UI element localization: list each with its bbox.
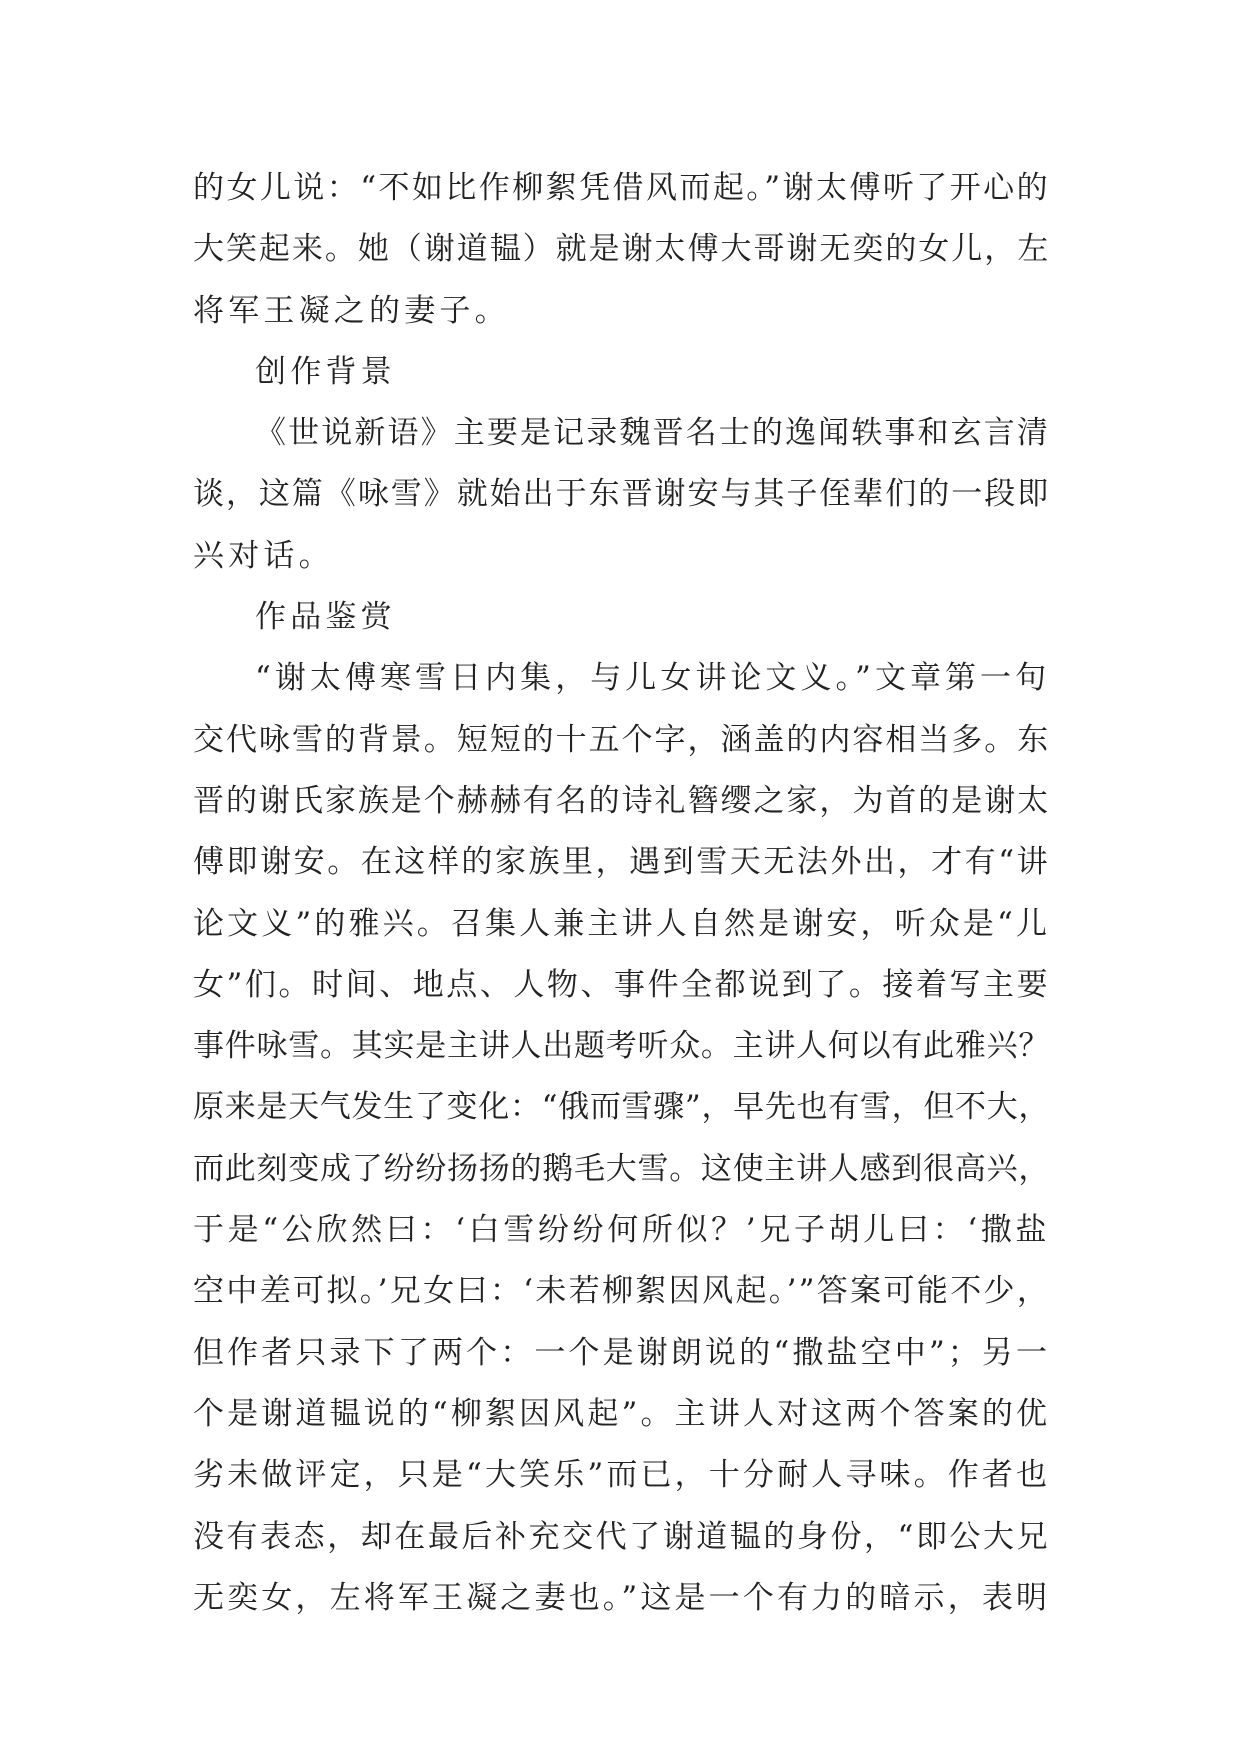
text-line: 谈，这篇《咏雪》就始出于东晋谢安与其子侄辈们的一段即 bbox=[193, 476, 1050, 513]
text-line: 于是“公欣然曰：‘白雪纷纷何所似？’兄子胡儿曰：‘撒盐 bbox=[193, 1212, 1050, 1249]
text-line: “谢太傅寒雪日内集，与儿女讲论文义。”文章第一句 bbox=[255, 660, 1050, 697]
text-line: 《世说新语》主要是记录魏晋名士的逸闻轶事和玄言清 bbox=[255, 415, 1050, 452]
text-line: 而此刻变成了纷纷扬扬的鹅毛大雪。这使主讲人感到很高兴， bbox=[193, 1150, 1050, 1187]
text-line: 交代咏雪的背景。短短的十五个字，涵盖的内容相当多。东 bbox=[193, 721, 1050, 758]
text-line: 的女儿说：“不如比作柳絮凭借风而起。”谢太傅听了开心的 bbox=[193, 170, 1050, 206]
text-line: 空中差可拟。’兄女曰：‘未若柳絮因风起。’”答案可能不少， bbox=[193, 1273, 1050, 1310]
text-line: 但作者只录下了两个：一个是谢朗说的“撒盐空中”；另一 bbox=[193, 1334, 1050, 1371]
text-line: 晋的谢氏家族是个赫赫有名的诗礼簪缨之家，为首的是谢太 bbox=[193, 782, 1050, 819]
text-line: 创作背景 bbox=[255, 353, 396, 390]
text-line: 论文义”的雅兴。召集人兼主讲人自然是谢安，听众是“儿 bbox=[193, 905, 1050, 942]
text-line: 大笑起来。她（谢道韫）就是谢太傅大哥谢无奕的女儿，左 bbox=[193, 231, 1050, 268]
text-line: 个是谢道韫说的“柳絮因风起”。主讲人对这两个答案的优 bbox=[193, 1395, 1050, 1432]
text-line: 作品鉴赏 bbox=[255, 599, 396, 636]
text-line: 兴对话。 bbox=[193, 537, 334, 574]
text-line: 劣未做评定，只是“大笑乐”而已，十分耐人寻味。作者也 bbox=[193, 1457, 1050, 1494]
text-line: 将军王凝之的妻子。 bbox=[193, 292, 510, 329]
document-body bbox=[193, 158, 1050, 1629]
text-line: 事件咏雪。其实是主讲人出题考听众。主讲人何以有此雅兴？ bbox=[193, 1028, 1050, 1065]
text-line: 傅即谢安。在这样的家族里，遇到雪天无法外出，才有“讲 bbox=[193, 844, 1050, 881]
text-line: 没有表态，却在最后补充交代了谢道韫的身份，“即公大兄 bbox=[193, 1518, 1050, 1555]
text-line: 无奕女，左将军王凝之妻也。”这是一个有力的暗示，表明 bbox=[193, 1579, 1050, 1616]
text-line: 女”们。时间、地点、人物、事件全都说到了。接着写主要 bbox=[193, 966, 1050, 1003]
text-line: 原来是天气发生了变化：“俄而雪骤”，早先也有雪，但不大， bbox=[193, 1089, 1050, 1126]
